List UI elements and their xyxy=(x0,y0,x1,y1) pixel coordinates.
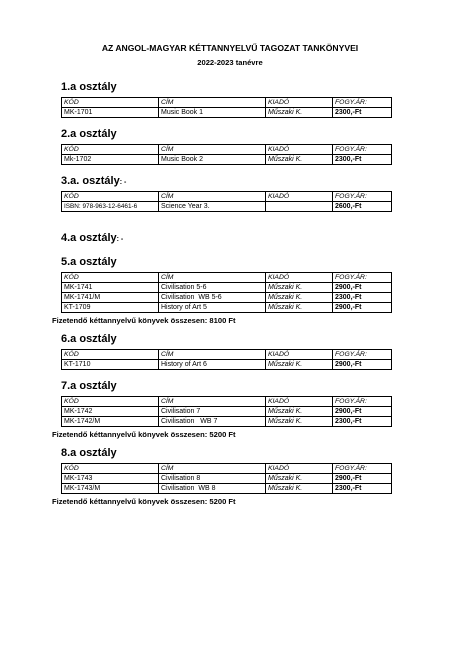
cell-price: 2900,-Ft xyxy=(333,474,392,484)
cell-publisher: Műszaki K. xyxy=(266,303,333,313)
cell-price: 2900,-Ft xyxy=(333,407,392,417)
cell-title: Civilisation 5-6 xyxy=(159,283,266,293)
cell-publisher: Műszaki K. xyxy=(266,155,333,165)
cell-price: 2900,-Ft xyxy=(333,360,392,370)
cell-code: ISBN: 978-963-12-6461-6 xyxy=(62,202,159,212)
header-title: CÍM xyxy=(159,145,266,155)
section-label: 3.a. osztály xyxy=(61,175,120,187)
table-row xyxy=(62,474,392,484)
header-price: FOGY.ÁR: xyxy=(333,145,392,155)
section-suffix: : - xyxy=(119,179,127,186)
table-row xyxy=(62,155,392,165)
section-label: 4.a osztály xyxy=(61,232,117,244)
table-1a xyxy=(61,97,392,118)
cell-publisher xyxy=(266,202,333,212)
header-price: FOGY.ÁR: xyxy=(333,192,392,202)
cell-title: Civilisation 7 xyxy=(159,407,266,417)
header-code: KÓD xyxy=(62,464,159,474)
table-row xyxy=(62,202,392,212)
header-title: CÍM xyxy=(159,350,266,360)
header-title: CÍM xyxy=(159,273,266,283)
table-header-row xyxy=(62,273,392,283)
header-publisher: KIADÓ xyxy=(266,350,333,360)
cell-code: MK-1741/M xyxy=(62,293,159,303)
cell-code: MK-1743 xyxy=(62,474,159,484)
cell-title: Civilisation WB 5-6 xyxy=(159,293,266,303)
header-price: FOGY.ÁR: xyxy=(333,98,392,108)
header-publisher: KIADÓ xyxy=(266,397,333,407)
table-row xyxy=(62,407,392,417)
section-heading-6a: 6.a osztály xyxy=(61,333,117,345)
header-title: CÍM xyxy=(159,98,266,108)
table-row xyxy=(62,360,392,370)
table-row xyxy=(62,293,392,303)
cell-price: 2600,-Ft xyxy=(333,202,392,212)
header-code: KÓD xyxy=(62,192,159,202)
cell-price: 2300,-Ft xyxy=(333,293,392,303)
section-total-7a: Fizetendő kéttannyelvű könyvek összesen: 5200 Ft xyxy=(52,430,236,439)
cell-publisher: Műszaki K. xyxy=(266,484,333,494)
section-heading-2a: 2.a osztály xyxy=(61,128,117,140)
cell-price: 2300,-Ft xyxy=(333,484,392,494)
section-total-8a: Fizetendő kéttannyelvű könyvek összesen: 5200 Ft xyxy=(52,497,236,506)
table-header-row xyxy=(62,464,392,474)
table-header-row xyxy=(62,397,392,407)
header-code: KÓD xyxy=(62,98,159,108)
table-row xyxy=(62,417,392,427)
cell-code: MK-1742 xyxy=(62,407,159,417)
section-heading-1a: 1.a osztály xyxy=(61,81,117,93)
header-publisher: KIADÓ xyxy=(266,98,333,108)
table-7a xyxy=(61,396,392,427)
section-total-5a: Fizetendő kéttannyelvű könyvek összesen: 8100 Ft xyxy=(52,316,236,325)
cell-publisher: Műszaki K. xyxy=(266,360,333,370)
cell-publisher: Műszaki K. xyxy=(266,108,333,118)
header-publisher: KIADÓ xyxy=(266,192,333,202)
cell-code: MK-1743/M xyxy=(62,484,159,494)
header-publisher: KIADÓ xyxy=(266,273,333,283)
section-heading-4a xyxy=(61,232,123,244)
table-8a xyxy=(61,463,392,494)
cell-title: Science Year 3. xyxy=(159,202,266,212)
cell-publisher: Műszaki K. xyxy=(266,417,333,427)
header-code: KÓD xyxy=(62,350,159,360)
cell-title: Civilisation WB 8 xyxy=(159,484,266,494)
cell-code: MK-1742/M xyxy=(62,417,159,427)
cell-title: Civilisation WB 7 xyxy=(159,417,266,427)
header-publisher: KIADÓ xyxy=(266,464,333,474)
cell-code: Mk-1702 xyxy=(62,155,159,165)
header-price: FOGY.ÁR: xyxy=(333,350,392,360)
cell-title: History of Art 6 xyxy=(159,360,266,370)
cell-code: MK-1741 xyxy=(62,283,159,293)
table-header-row xyxy=(62,145,392,155)
header-price: FOGY.ÁR: xyxy=(333,397,392,407)
table-3a xyxy=(61,191,392,212)
header-publisher: KIADÓ xyxy=(266,145,333,155)
table-header-row xyxy=(62,192,392,202)
cell-price: 2300,-Ft xyxy=(333,155,392,165)
table-2a xyxy=(61,144,392,165)
section-suffix: : - xyxy=(116,236,124,243)
cell-price: 2900,-Ft xyxy=(333,283,392,293)
cell-publisher: Műszaki K. xyxy=(266,293,333,303)
cell-price: 2900,-Ft xyxy=(333,303,392,313)
table-6a xyxy=(61,349,392,370)
cell-publisher: Műszaki K. xyxy=(266,283,333,293)
header-price: FOGY.ÁR: xyxy=(333,273,392,283)
cell-publisher: Műszaki K. xyxy=(266,407,333,417)
header-code: KÓD xyxy=(62,273,159,283)
header-title: CÍM xyxy=(159,192,266,202)
section-heading-7a: 7.a osztály xyxy=(61,380,117,392)
section-heading-8a: 8.a osztály xyxy=(61,447,117,459)
table-row xyxy=(62,484,392,494)
section-heading-3a xyxy=(61,175,126,187)
table-header-row xyxy=(62,98,392,108)
header-title: CÍM xyxy=(159,464,266,474)
cell-code: KT-1709 xyxy=(62,303,159,313)
section-heading-5a: 5.a osztály xyxy=(61,256,117,268)
cell-price: 2300,-Ft xyxy=(333,108,392,118)
cell-title: History of Art 5 xyxy=(159,303,266,313)
cell-code: MK-1701 xyxy=(62,108,159,118)
cell-publisher: Műszaki K. xyxy=(266,474,333,484)
cell-title: Music Book 2 xyxy=(159,155,266,165)
header-title: CÍM xyxy=(159,397,266,407)
document-title: AZ ANGOL-MAGYAR KÉTTANNYELVŰ TAGOZAT TANKÖNYVEI xyxy=(101,43,359,53)
table-row xyxy=(62,108,392,118)
table-row xyxy=(62,303,392,313)
header-price: FOGY.ÁR: xyxy=(333,464,392,474)
header-code: KÓD xyxy=(62,397,159,407)
document-subtitle: 2022-2023 tanévre xyxy=(197,58,263,67)
cell-title: Civilisation 8 xyxy=(159,474,266,484)
cell-title: Music Book 1 xyxy=(159,108,266,118)
table-header-row xyxy=(62,350,392,360)
header-code: KÓD xyxy=(62,145,159,155)
table-5a xyxy=(61,272,392,313)
cell-code: KT-1710 xyxy=(62,360,159,370)
cell-price: 2300,-Ft xyxy=(333,417,392,427)
table-row xyxy=(62,283,392,293)
